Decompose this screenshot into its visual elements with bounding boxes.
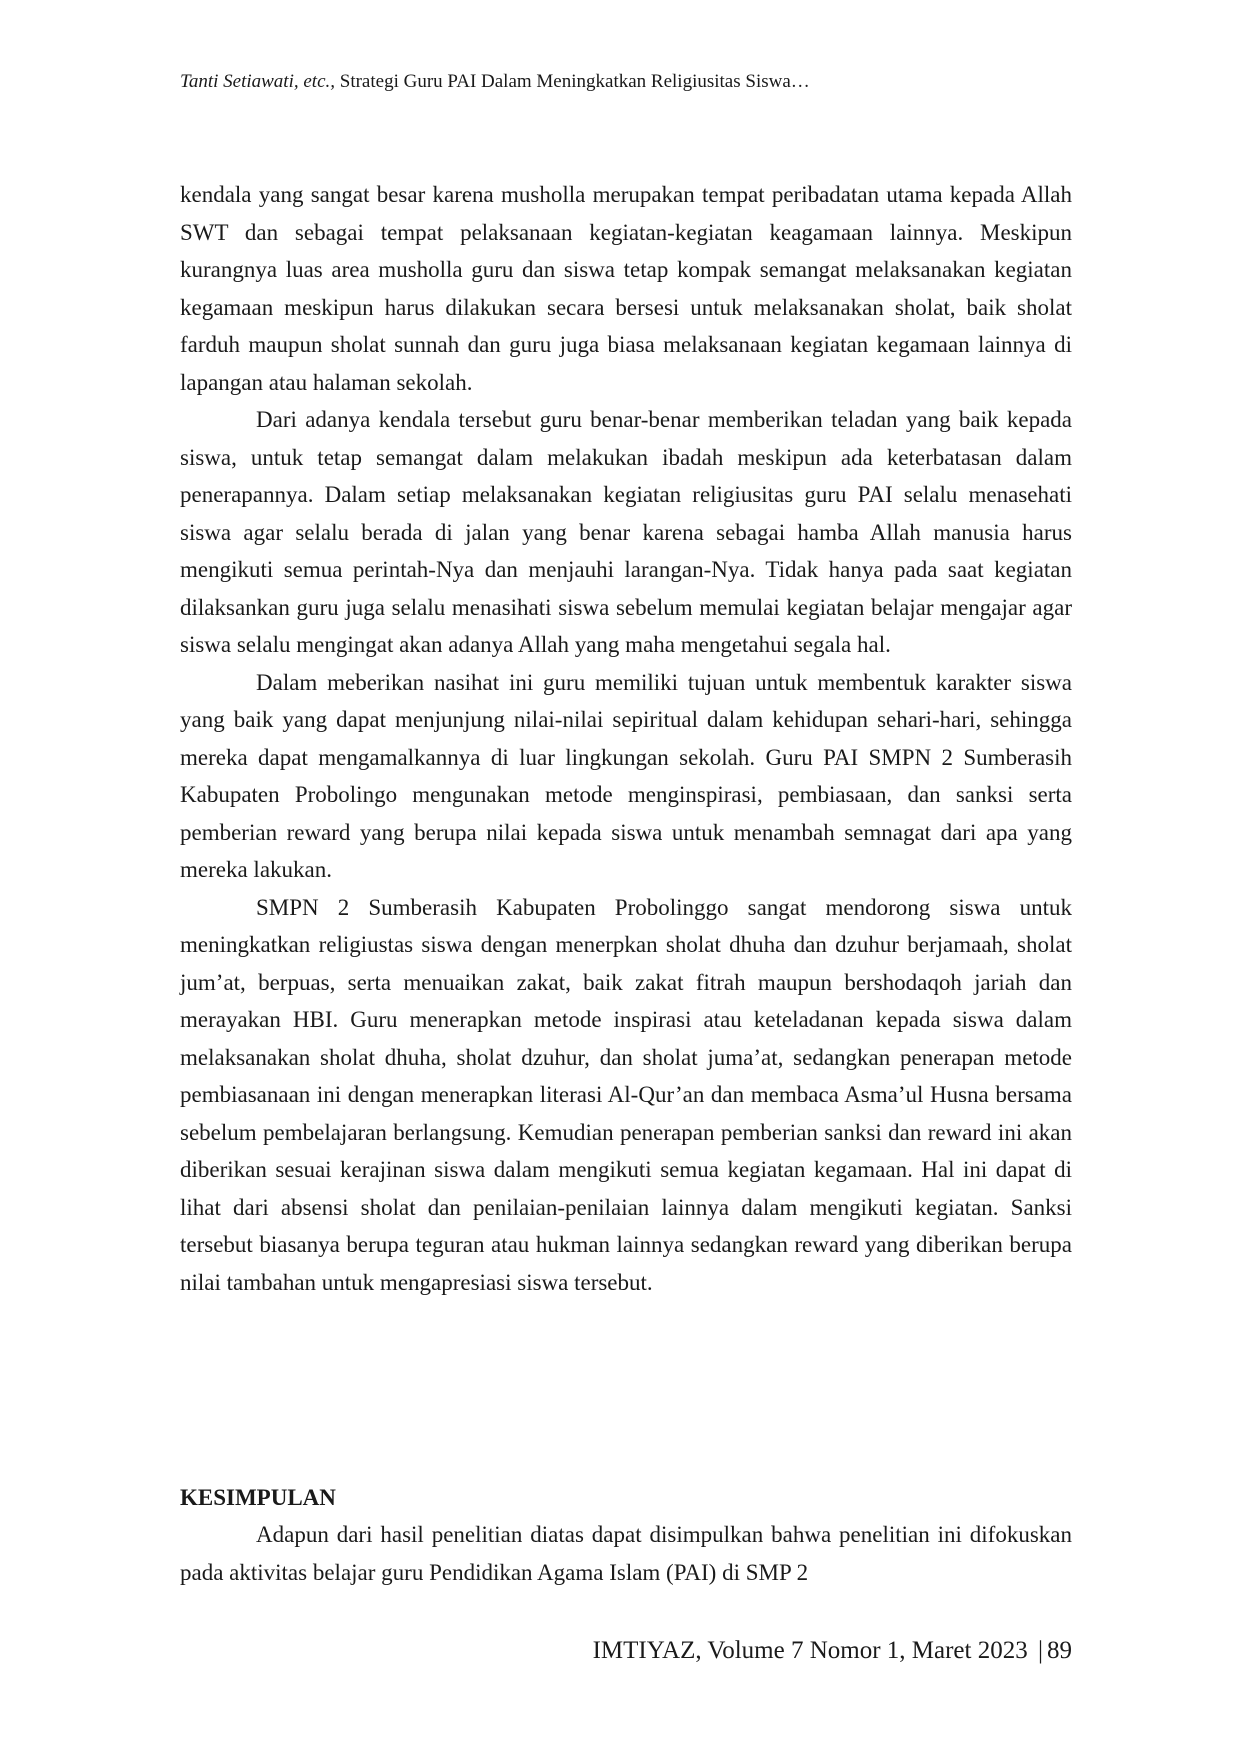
header-authors: Tanti Setiawati, etc., [180, 71, 335, 92]
article-body [180, 176, 1072, 1301]
footer-separator: | [1037, 1637, 1043, 1664]
page-number: 89 [1047, 1637, 1072, 1664]
body-paragraph: Dari adanya kendala tersebut guru benar-benar memberikan teladan yang baik kepada siswa, untuk tetap semangat dalam melakukan ibadah meskipun ada keterbatasan dalam penerapannya. Dalam setiap melaksanakan kegiatan religiusitas guru PAI selalu menasehati siswa agar selalu berada di jalan yang benar karena sebagai hamba Allah manusia harus mengikuti semua perintah-Nya dan menjauhi larangan-Nya. Tidak hanya pada saat kegiatan dilaksankan guru juga selalu menasihati siswa sebelum memulai kegiatan belajar mengajar agar siswa selalu mengingat akan adanya Allah yang maha mengetahui segala hal. [180, 407, 1072, 657]
running-header [180, 70, 810, 94]
body-paragraph-continuation: kendala yang sangat besar karena musholla merupakan tempat peribadatan utama kepada Allah SWT dan sebagai tempat pelaksanaan kegiatan-kegiatan keagamaan lainnya. Meskipun kurangnya luas area musholla guru dan siswa tetap kompak semangat melaksanakan kegiatan kegamaan meskipun harus dilakukan secara bersesi untuk melaksanakan sholat, baik sholat farduh maupun sholat sunnah dan guru juga biasa melaksanaan kegiatan kegamaan lainnya di lapangan atau halaman sekolah. [180, 182, 1072, 395]
running-footer [593, 1636, 1072, 1666]
body-paragraph: SMPN 2 Sumberasih Kabupaten Probolinggo sangat mendorong siswa untuk meningkatkan religiustas siswa dengan menerpkan sholat dhuha dan dzuhur berjamaah, sholat jum’at, berpuas, serta menuaikan zakat, baik zakat fitrah maupun bershodaqoh jariah dan merayakan HBI. Guru menerapkan metode inspirasi atau keteladanan kepada siswa dalam melaksanakan sholat dhuha, sholat dzuhur, dan sholat juma’at, sedangkan penerapan metode pembiasanaan ini dengan menerapkan literasi Al-Qur’an dan membaca Asma’ul Husna bersama sebelum pembelajaran berlangsung. Kemudian penerapan pemberian sanksi dan reward ini akan diberikan sesuai kerajinan siswa dalam mengikuti semua kegiatan kegamaan. Hal ini dapat di lihat dari absensi sholat dan penilaian-penilaian lainnya dalam mengikuti kegiatan. Sanksi tersebut biasanya berupa teguran atau hukman lainnya sedangkan reward yang diberikan berupa nilai tambahan untuk mengapresiasi siswa tersebut. [180, 894, 1072, 1295]
body-paragraph: Dalam meberikan nasihat ini guru memiliki tujuan untuk membentuk karakter siswa yang baik yang dapat menjunjung nilai-nilai sepiritual dalam kehidupan sehari-hari, sehingga mereka dapat mengamalkannya di luar lingkungan sekolah. Guru PAI SMPN 2 Sumberasih Kabupaten Probolingo mengunakan metode menginspirasi, pembiasaan, dan sanksi serta pemberian reward yang berupa nilai kepada siswa untuk menambah semnagat dari apa yang mereka lakukan. [180, 669, 1072, 882]
conclusion-paragraph: Adapun dari hasil penelitian diatas dapat disimpulkan bahwa penelitian ini difokuskan pada aktivitas belajar guru Pendidikan Agama Islam (PAI) di SMP 2 [180, 1522, 1072, 1585]
section-heading-conclusion: KESIMPULAN [180, 1485, 336, 1510]
header-article-title: Strategi Guru PAI Dalam Meningkatkan Religiusitas Siswa… [339, 71, 810, 92]
conclusion-section [180, 1516, 1072, 1591]
footer-journal-info: IMTIYAZ, Volume 7 Nomor 1, Maret 2023 [592, 1637, 1028, 1664]
